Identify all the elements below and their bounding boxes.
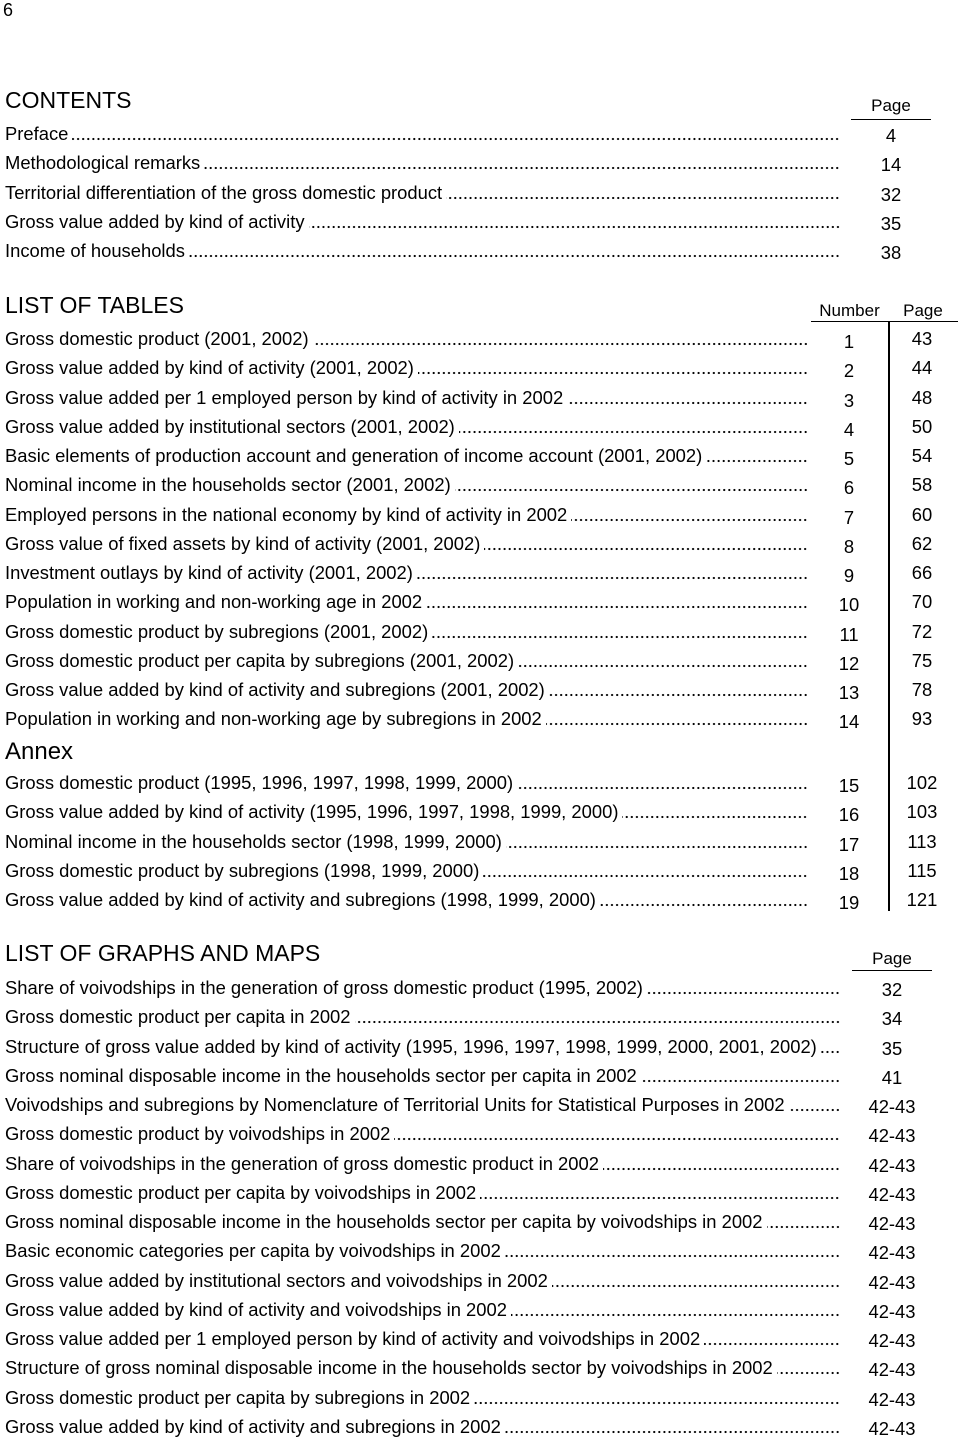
dot-leader (313, 342, 808, 346)
table-entry (5, 677, 956, 703)
table-entry-title: Gross domestic product by subregions (2001, 2002) (5, 620, 429, 642)
annex-table-entry-number: 16 (838, 804, 860, 826)
table-entry-page: 70 (911, 591, 933, 613)
tables-heading: LIST OF TABLES (5, 292, 184, 318)
table-entry-title: Gross domestic product (2001, 2002) (5, 328, 309, 349)
dot-leader (704, 1342, 840, 1346)
table-entry-page: 54 (911, 445, 933, 466)
annex-table-entry-title: Gross value added by kind of activity (1995, 1996, 1997, 1998, 1999, 2000) (5, 801, 619, 823)
graph-entry-title: Gross nominal disposable income in the households sector per capita in 2002 (5, 1064, 637, 1086)
table-entry-title: Employed persons in the national economy by kind of activity in 2002 (5, 503, 568, 525)
annex-table-entry (5, 858, 956, 884)
tables-section (0, 292, 960, 914)
graph-entry-page: 42-43 (868, 1388, 916, 1410)
table-entry-title: Gross value added per 1 employed person by kind of activity in 2002 (5, 386, 564, 408)
table-entry-number: 10 (838, 594, 860, 616)
graph-entry-page: 42-43 (868, 1096, 916, 1117)
table-entry (5, 472, 956, 498)
table-entry-title: Gross value added by institutional sectors (2001, 2002) (5, 415, 455, 437)
table-entry (5, 706, 956, 732)
graph-entry-page: 34 (881, 1008, 903, 1030)
graphs-page-column-header: Page (852, 949, 932, 971)
graphs-section (0, 940, 960, 1440)
graph-entry-page: 42-43 (868, 1242, 916, 1264)
dot-leader (511, 1313, 840, 1317)
table-entry-number: 12 (838, 652, 860, 674)
dot-leader (552, 1284, 840, 1288)
table-entry-number: 14 (838, 711, 860, 733)
contents-entry-page: 32 (880, 183, 902, 205)
table-entry-title: Basic elements of production account and generation of income account (2001, 2002) (5, 445, 703, 466)
table-entry-page: 78 (911, 679, 933, 700)
graph-entry-title: Gross domestic product per capita by voivodships in 2002 (5, 1181, 477, 1203)
tables-number-column-header: Number (819, 301, 880, 320)
graph-entry (5, 1297, 932, 1323)
table-entry-number: 11 (839, 623, 859, 645)
tables-list (5, 326, 956, 732)
table-entry-title: Nominal income in the households sector (2001, 2002) (5, 474, 451, 496)
graph-entry (5, 1034, 932, 1060)
graphs-heading: LIST OF GRAPHS AND MAPS (5, 940, 321, 966)
annex-table-entry (5, 829, 956, 855)
graph-entry (5, 1414, 932, 1440)
dot-leader (483, 874, 808, 878)
graph-entry-title: Gross nominal disposable income in the households sector per capita by voivodships in 2002 (5, 1211, 763, 1232)
graph-entry-page: 42-43 (868, 1213, 916, 1234)
annex-table-entry-page: 103 (906, 801, 938, 823)
annex-table-entry-page: 102 (906, 772, 938, 793)
contents-page-column-header: Page (851, 96, 931, 120)
graph-entry-title: Basic economic categories per capita by voivodships in 2002 (5, 1240, 501, 1262)
annex-table-entry-title: Nominal income in the households sector (1998, 1999, 2000) (5, 830, 502, 852)
graph-entry-title: Gross domestic product per capita in 2002 (5, 1006, 351, 1028)
graph-entry-page: 42-43 (868, 1183, 916, 1205)
graph-entry (5, 1209, 932, 1235)
dot-leader (394, 1137, 840, 1141)
graph-entry (5, 1063, 932, 1089)
annex-table-entry-page: 115 (907, 859, 937, 881)
table-entry-page: 43 (911, 328, 933, 349)
contents-entry (5, 209, 931, 235)
contents-entry (5, 121, 931, 147)
table-entry (5, 619, 956, 645)
dot-leader (455, 488, 808, 492)
contents-heading: CONTENTS (5, 87, 132, 113)
table-entry (5, 502, 956, 528)
table-entry-title: Gross value added by kind of activity and subregions (2001, 2002) (5, 679, 545, 700)
graph-entry (5, 1121, 932, 1147)
contents-entry-title: Gross value added by kind of activity (5, 210, 305, 232)
graph-entry-page: 42-43 (868, 1271, 916, 1293)
annex-table-entry-title: Gross value added by kind of activity and subregions (1998, 1999, 2000) (5, 889, 596, 910)
graph-entry (5, 1180, 932, 1206)
dot-leader (446, 196, 840, 200)
graph-entry-title: Voivodships and subregions by Nomenclature of Territorial Units for Statistical Purposes in 2002 (5, 1094, 785, 1115)
contents-entry-title: Income of households (5, 240, 185, 261)
dot-leader (484, 547, 808, 551)
dot-leader (546, 722, 808, 726)
table-entry (5, 326, 956, 352)
annex-table-entry-page: 113 (907, 830, 937, 852)
table-entry-number: 2 (843, 360, 855, 382)
table-entry-page: 75 (911, 649, 933, 671)
graph-entry-title: Gross domestic product per capita by subregions in 2002 (5, 1386, 471, 1408)
dot-leader (600, 903, 808, 907)
contents-list (5, 121, 931, 264)
table-entry-page: 58 (911, 474, 933, 496)
table-entry (5, 531, 956, 557)
dot-leader (474, 1401, 840, 1405)
graph-entry-title: Share of voivodships in the generation of gross domestic product (1995, 2002) (5, 977, 643, 998)
graph-entry-page: 42-43 (868, 1417, 916, 1439)
table-entry-page: 72 (911, 620, 933, 642)
dot-leader (777, 1371, 840, 1375)
graph-entry (5, 1151, 932, 1177)
contents-entry-title: Methodological remarks (5, 152, 201, 174)
table-entry-title: Gross value of fixed assets by kind of activity (2001, 2002) (5, 532, 481, 554)
table-entry-number: 9 (843, 565, 855, 586)
dot-leader (518, 664, 808, 668)
table-entry (5, 414, 956, 440)
graph-entry-title: Structure of gross nominal disposable income in the households sector by voivodships in 2002 (5, 1357, 773, 1379)
tables-page-column-header: Page (903, 301, 943, 320)
annex-table-entry-number: 17 (838, 833, 860, 855)
dot-leader (706, 459, 808, 463)
graph-entry-page: 42-43 (868, 1125, 916, 1147)
table-entry-page: 48 (911, 386, 933, 408)
graph-entry-title: Gross value added per 1 employed person by kind of activity and voivodships in 2002 (5, 1328, 701, 1349)
contents-entry-page: 4 (885, 125, 897, 146)
graph-entry-page: 42-43 (868, 1154, 916, 1176)
table-entry-page: 60 (911, 503, 933, 525)
annex-table-entry-title: Gross domestic product by subregions (1998, 1999, 2000) (5, 859, 480, 881)
table-entry (5, 355, 956, 381)
table-entry (5, 560, 956, 586)
graph-entry-title: Gross value added by institutional sectors and voivodships in 2002 (5, 1269, 548, 1291)
contents-entry-page: 38 (880, 242, 902, 263)
table-entry (5, 385, 956, 411)
graph-entry-page: 42-43 (868, 1300, 916, 1322)
dot-leader (767, 1225, 840, 1229)
dot-leader (603, 1167, 840, 1171)
dot-leader (549, 693, 808, 697)
dot-leader (432, 635, 808, 639)
annex-table-entry-number: 19 (838, 892, 860, 913)
dot-leader (189, 254, 840, 258)
dot-leader (505, 1254, 840, 1258)
table-entry-title: Investment outlays by kind of activity (2001, 2002) (5, 562, 413, 583)
graph-entry-page: 42-43 (868, 1330, 916, 1351)
table-entry-title: Gross value added by kind of activity (2001, 2002) (5, 357, 414, 379)
table-entry-page: 44 (911, 357, 933, 379)
dot-leader (647, 991, 840, 995)
annex-heading: Annex (5, 738, 74, 765)
table-entry-page: 50 (911, 415, 933, 437)
graph-entry (5, 1092, 932, 1118)
dot-leader (641, 1079, 840, 1083)
contents-entry (5, 238, 931, 264)
table-entry (5, 589, 956, 615)
graph-entry (5, 1004, 932, 1030)
dot-leader (204, 166, 840, 170)
table-entry-number: 5 (843, 448, 855, 469)
tables-column-headers (811, 302, 958, 322)
contents-entry-page: 35 (880, 212, 902, 234)
graphs-list (5, 975, 932, 1440)
graph-entry (5, 1385, 932, 1411)
annex-table-entry (5, 770, 956, 796)
contents-entry (5, 180, 931, 206)
contents-entry-title: Preface (5, 123, 69, 144)
annex-table-entry (5, 799, 956, 825)
table-entry-number: 8 (843, 535, 855, 557)
graph-entry-page: 42-43 (868, 1359, 916, 1381)
graph-entry-title: Structure of gross value added by kind of activity (1995, 1996, 1997, 1998, 1999, 2000, 2001, 2002) (5, 1035, 817, 1057)
dot-leader (571, 518, 808, 522)
annex-table-entry (5, 887, 956, 913)
dot-leader (789, 1108, 840, 1112)
dot-leader (426, 605, 808, 609)
table-entry-number: 13 (838, 682, 860, 703)
table-entry-page: 62 (911, 532, 933, 554)
graph-entry-title: Share of voivodships in the generation of gross domestic product in 2002 (5, 1152, 599, 1174)
dot-leader (517, 786, 808, 790)
dot-leader (567, 401, 808, 405)
table-entry (5, 648, 956, 674)
graph-entry (5, 1326, 932, 1352)
table-entry-number: 3 (843, 389, 855, 411)
graph-entry-title: Gross value added by kind of activity and voivodships in 2002 (5, 1298, 507, 1320)
contents-section (0, 87, 960, 277)
table-entry-title: Population in working and non-working age by subregions in 2002 (5, 708, 542, 730)
annex-table-entry-page: 121 (906, 889, 938, 910)
table-entry-title: Population in working and non-working age in 2002 (5, 591, 423, 613)
dot-leader (622, 815, 808, 819)
table-entry-number: 4 (843, 418, 855, 440)
contents-entry-title: Territorial differentiation of the gross domestic product (5, 181, 443, 203)
dot-leader (505, 1430, 840, 1434)
annex-table-entry-title: Gross domestic product (1995, 1996, 1997, 1998, 1999, 2000) (5, 772, 514, 793)
table-entry-number: 6 (843, 477, 855, 499)
dot-leader (506, 845, 808, 849)
table-entry-page: 93 (911, 708, 933, 730)
table-entry (5, 443, 956, 469)
annex-tables-list (5, 770, 956, 913)
graph-entry-page: 35 (881, 1037, 903, 1059)
annex-table-entry-number: 15 (838, 775, 860, 796)
table-entry-title: Gross domestic product per capita by subregions (2001, 2002) (5, 649, 515, 671)
dot-leader (355, 1020, 840, 1024)
graph-entry-page: 41 (881, 1066, 903, 1088)
table-entry-page: 66 (911, 562, 933, 583)
dot-leader (417, 576, 808, 580)
table-entry-number: 1 (843, 331, 855, 352)
dot-leader (821, 1050, 840, 1054)
graph-entry (5, 975, 932, 1001)
contents-entry-page: 14 (880, 154, 902, 176)
dot-leader (459, 430, 808, 434)
graph-entry (5, 1355, 932, 1381)
graph-entry-page: 32 (881, 979, 903, 1000)
graph-entry (5, 1268, 932, 1294)
page-number: 6 (3, 0, 14, 20)
dot-leader (72, 137, 840, 141)
table-entry-number: 7 (843, 506, 855, 528)
dot-leader (480, 1196, 840, 1200)
dot-leader (309, 225, 840, 229)
annex-table-entry-number: 18 (838, 862, 860, 884)
graph-entry (5, 1238, 932, 1264)
contents-entry (5, 150, 931, 176)
graph-entry-title: Gross domestic product by voivodships in 2002 (5, 1123, 391, 1145)
graph-entry-title: Gross value added by kind of activity and subregions in 2002 (5, 1415, 501, 1437)
dot-leader (418, 371, 808, 375)
